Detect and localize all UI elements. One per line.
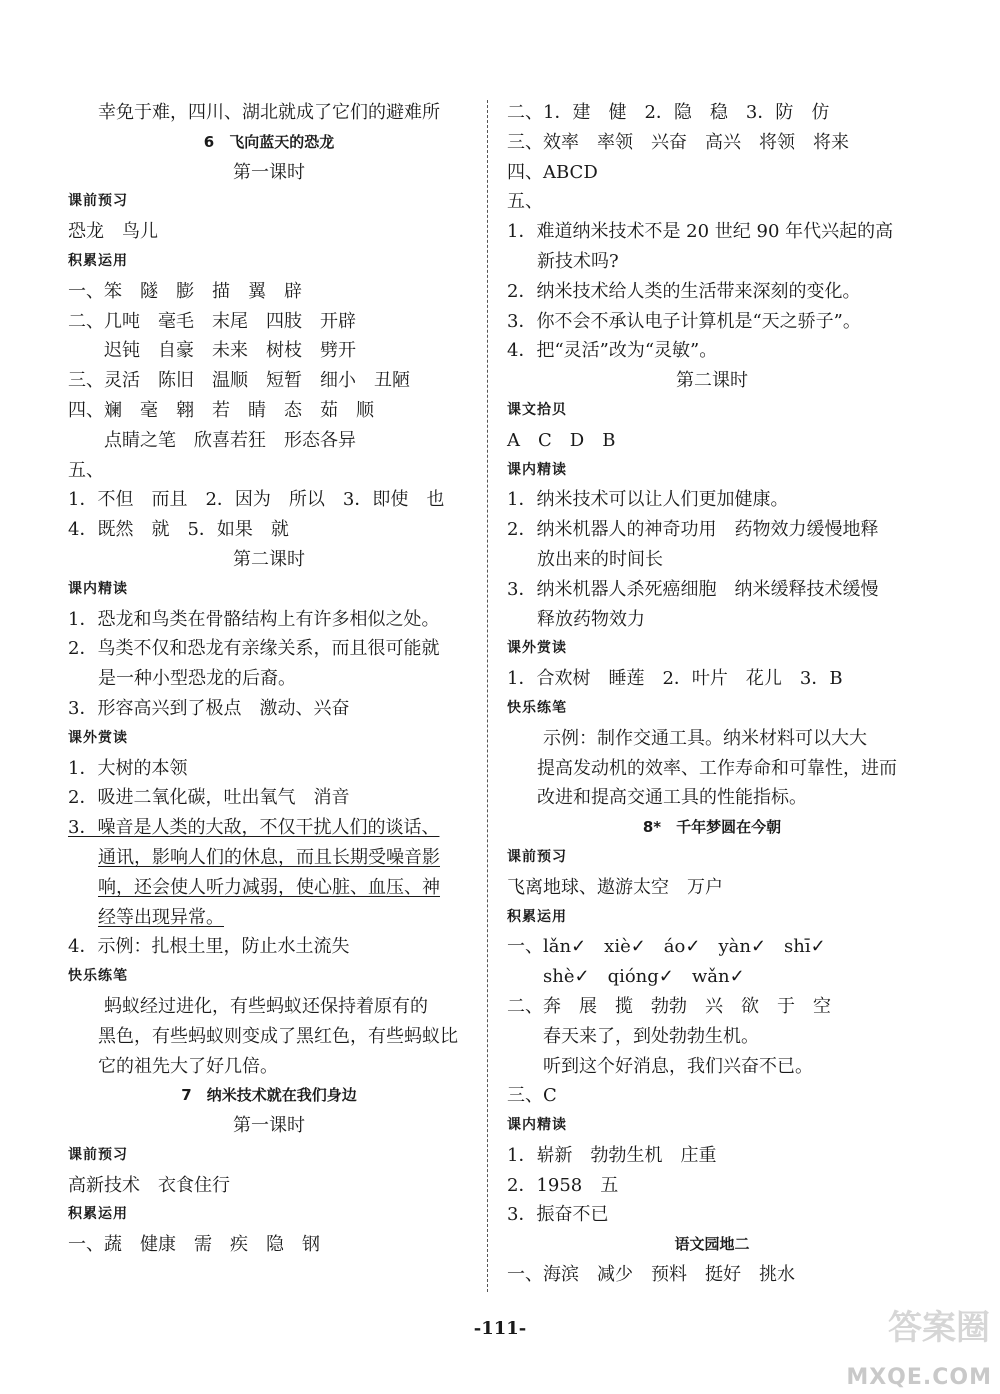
left-column-line: 课外赏读 <box>68 729 128 746</box>
left-column-line: 高新技术 衣食住行 <box>68 1174 230 1196</box>
right-column-line: 一、lǎn✓ xiè✓ áo✓ yàn✓ shī✓ <box>507 936 826 958</box>
left-column-line: 是一种小型恐龙的后裔。 <box>98 668 296 690</box>
left-column-line: 课内精读 <box>68 580 128 597</box>
left-column-line: 7 纳米技术就在我们身边 <box>181 1086 357 1105</box>
left-column-line: 第一课时 <box>233 1115 305 1137</box>
right-column-line: 1．合欢树 睡莲 2．叶片 花儿 3．B <box>507 668 843 690</box>
left-column-line: 3．噪音是人类的大敌，不仅干扰人们的谈话、 <box>68 817 440 839</box>
right-column-line: 释放药物效力 <box>537 608 645 630</box>
right-column-line: shè✓ qióng✓ wǎn✓ <box>543 966 745 988</box>
right-column-line: 听到这个好消息，我们兴奋不已。 <box>543 1055 813 1077</box>
column-divider <box>487 100 488 1292</box>
right-column-line: 五、 <box>507 191 543 213</box>
left-column-line: 课前预习 <box>68 1146 128 1163</box>
right-column-line: 课内精读 <box>507 1117 567 1134</box>
right-column-line: 2．纳米机器人的神奇功用 药物效力缓慢地释 <box>507 519 879 541</box>
left-column-line: 点睛之笔 欣喜若狂 形态各异 <box>104 429 356 451</box>
left-column-line: 四、斓 毫 翱 若 睛 态 茹 顺 <box>68 399 374 421</box>
right-column-line: 第二课时 <box>676 370 748 392</box>
right-column-line: 飞离地球、遨游太空 万户 <box>507 876 723 898</box>
watermark-logo: 答案圈 <box>888 1308 990 1348</box>
left-column-line: 幸免于难，四川、湖北就成了它们的避难所 <box>98 102 440 123</box>
right-column-line: A C D B <box>507 429 616 451</box>
right-column-line: 3．振奋不已 <box>507 1204 609 1226</box>
left-column-line: 它的祖先大了好几倍。 <box>98 1055 278 1077</box>
left-column-line: 快乐练笔 <box>68 968 128 985</box>
page-number: -111- <box>473 1318 527 1339</box>
left-column-line: 三、灵活 陈旧 温顺 短暂 细小 丑陋 <box>68 370 410 392</box>
left-column-line: 第二课时 <box>233 548 305 570</box>
right-column-line: 8* 千年梦圆在今朝 <box>642 818 782 837</box>
right-column <box>507 98 917 1290</box>
right-column-line: 语文园地二 <box>674 1235 750 1254</box>
right-column-line: 改进和提高交通工具的性能指标。 <box>537 787 807 809</box>
left-column-line: 经等出现异常。 <box>98 906 224 928</box>
right-column-line: 4．把“灵活”改为“灵敏”。 <box>507 340 718 362</box>
right-column-line: 3．你不会不承认电子计算机是“天之骄子”。 <box>507 310 861 332</box>
right-column-line: 课外赏读 <box>507 640 567 657</box>
right-column-line: 放出来的时间长 <box>537 548 663 570</box>
left-column-line: 6 飞向蓝天的恐龙 <box>203 132 335 151</box>
left-column-line: 3．形容高兴到了极点 激动、兴奋 <box>68 697 350 719</box>
right-column-line: 课内精读 <box>507 461 567 478</box>
right-column-line: 课前预习 <box>507 848 567 865</box>
watermark-site: MXQE.COM <box>846 1365 992 1390</box>
right-column-line: 1．难道纳米技术不是 20 世纪 90 年代兴起的高 <box>507 221 894 243</box>
left-column-line: 4．既然 就 5．如果 就 <box>68 519 289 541</box>
left-column-line: 通讯，影响人们的休息，而且长期受噪音影 <box>98 846 440 868</box>
left-column-line: 五、 <box>68 459 104 481</box>
left-column-line: 1．不但 而且 2．因为 所以 3．即使 也 <box>68 489 445 511</box>
left-column-line: 2．鸟类不仅和恐龙有亲缘关系，而且很可能就 <box>68 638 440 660</box>
right-column-line: 1．崭新 勃勃生机 庄重 <box>507 1144 717 1166</box>
right-column-line: 二、奔 展 揽 勃勃 兴 欲 于 空 <box>507 995 831 1017</box>
left-column <box>68 98 470 1260</box>
right-column-line: 春天来了，到处勃勃生机。 <box>543 1025 759 1047</box>
left-column-line: 黑色，有些蚂蚁则变成了黑红色，有些蚂蚁比 <box>98 1025 458 1047</box>
left-column-line: 2．吸进二氧化碳，吐出氧气 消音 <box>68 787 350 809</box>
right-column-line: 四、ABCD <box>507 161 598 183</box>
left-column-line: 恐龙 鸟儿 <box>68 221 158 243</box>
left-column-line: 迟钝 自豪 未来 树枝 劈开 <box>104 340 356 362</box>
right-column-line: 提高发动机的效率、工作寿命和可靠性，进而 <box>537 757 897 779</box>
left-column-line: 4．示例：扎根土里，防止水土流失 <box>68 936 350 958</box>
left-column-line: 积累运用 <box>68 1206 128 1223</box>
left-column-line: 积累运用 <box>68 252 128 269</box>
right-column-line: 2．1958 五 <box>507 1174 619 1196</box>
left-column-line: 1．恐龙和鸟类在骨骼结构上有许多相似之处。 <box>68 608 440 630</box>
left-column-line: 第一课时 <box>233 161 305 183</box>
right-column-line: 2．纳米技术给人类的生活带来深刻的变化。 <box>507 280 861 302</box>
right-column-line: 三、C <box>507 1085 557 1107</box>
right-column-line: 一、海滨 减少 预料 挺好 挑水 <box>507 1264 795 1286</box>
right-column-line: 积累运用 <box>507 908 567 925</box>
right-column-line: 二、1．建 健 2．隐 稳 3．防 仿 <box>507 102 830 123</box>
left-column-line: 蚂蚁经过进化，有些蚂蚁还保持着原有的 <box>104 995 428 1017</box>
right-column-line: 课文拾贝 <box>507 401 567 418</box>
right-column-line: 3．纳米机器人杀死癌细胞 纳米缓释技术缓慢 <box>507 578 879 600</box>
right-column-line: 示例：制作交通工具。纳米材料可以大大 <box>543 727 867 749</box>
right-column-line: 快乐练笔 <box>507 699 567 716</box>
right-column-line: 新技术吗? <box>537 250 619 272</box>
left-column-line: 一、笨 隧 膨 描 翼 辟 <box>68 280 302 302</box>
left-column-line: 响，还会使人听力减弱，使心脏、血压、神 <box>98 876 440 898</box>
left-column-line: 课前预习 <box>68 193 128 210</box>
right-column-line: 1．纳米技术可以让人们更加健康。 <box>507 489 789 511</box>
left-column-line: 1．大树的本领 <box>68 757 188 779</box>
watermark <box>826 1296 1000 1394</box>
right-column-line: 三、效率 率领 兴奋 高兴 将领 将来 <box>507 131 849 153</box>
left-column-line: 二、几吨 毫毛 末尾 四肢 开辟 <box>68 310 356 332</box>
left-column-line: 一、蔬 健康 需 疾 隐 钢 <box>68 1234 320 1256</box>
